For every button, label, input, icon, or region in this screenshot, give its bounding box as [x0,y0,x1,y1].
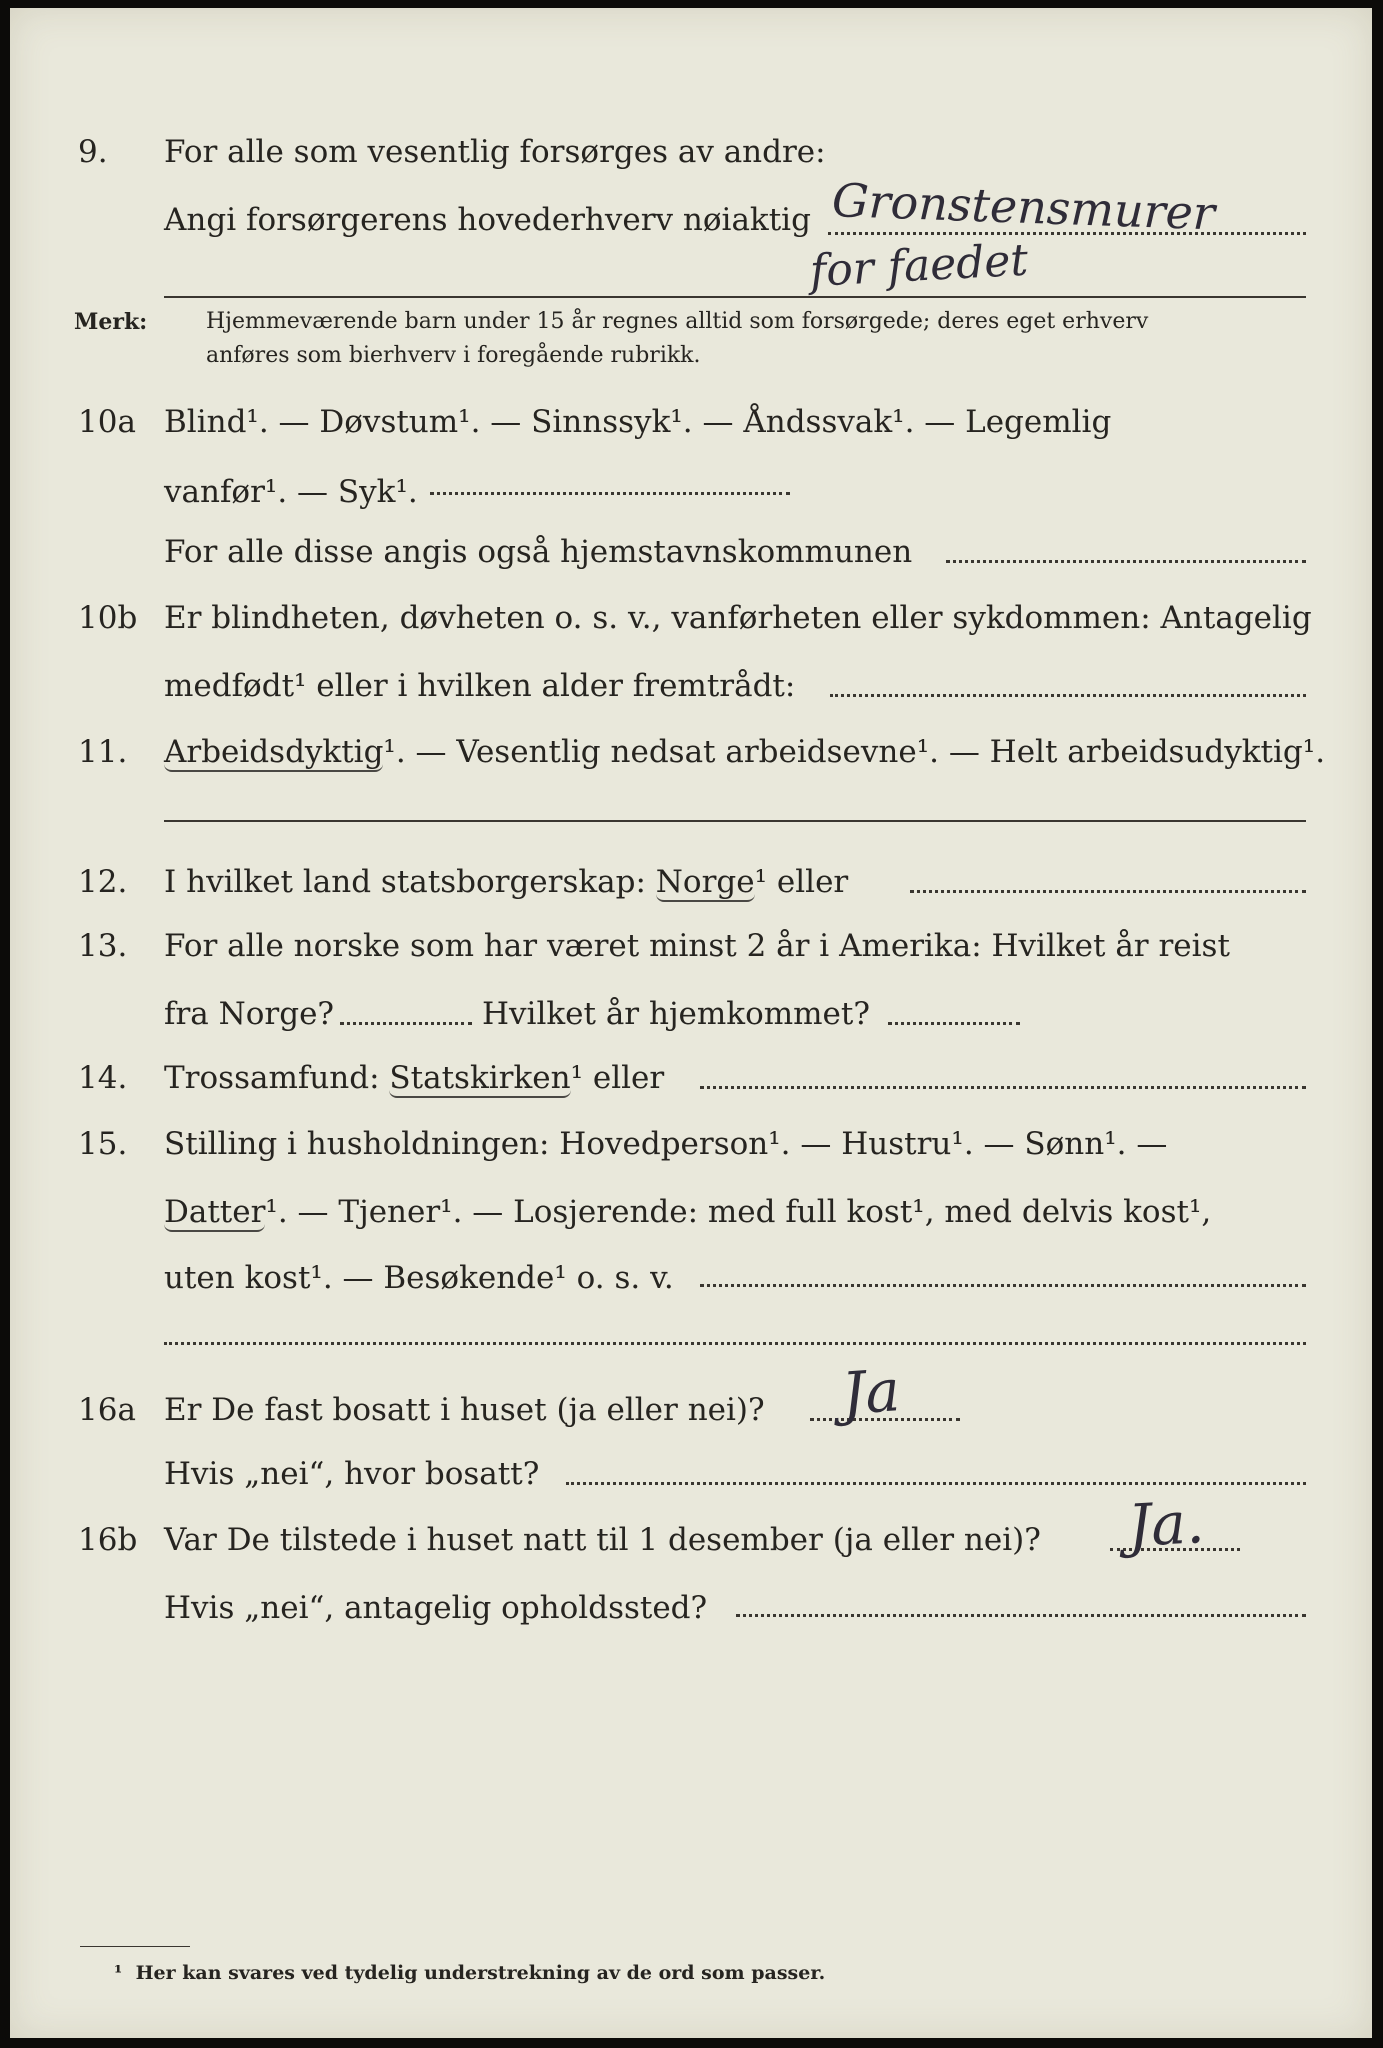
q12-pre: I hvilket land statsborgerskap: [164,864,646,900]
q12-post: ¹ eller [754,864,849,900]
q15-line3: uten kost¹. — Besøkende¹ o. s. v. [164,1260,674,1296]
q16a-answer-line2 [566,1482,1306,1485]
q15-number: 15. [78,1126,128,1162]
q12-option-norge: Norge [655,864,755,900]
q14-post: ¹ eller [570,1060,665,1096]
q10a-line2: vanfør¹. — Syk¹. [164,474,418,510]
q16b-line1: Var De tilstede i huset natt til 1 desember (ja eller nei)? [164,1522,1041,1558]
q14-number: 14. [78,1060,128,1096]
q12-line [164,862,848,902]
q16b-answer-line2 [736,1614,1306,1617]
merk-line2: anføres som bierhverv i foregående rubrikk. [206,343,701,368]
q16b-number: 16b [78,1522,138,1558]
q9-line2 [164,200,811,240]
q10a-line1: Blind¹. — Døvstum¹. — Sinnssyk¹. — Åndssvak¹. — Legemlig [164,404,1112,440]
q15-option-datter: Datter [164,1194,266,1230]
q13-answer-line1 [340,1022,472,1025]
q11-answer-line [164,820,1306,822]
q9-line1: For alle som vesentlig forsørges av andre: [164,134,826,170]
q16a-handwritten-answer: Ja [839,1356,903,1428]
q10b-line2: medfødt¹ eller i hvilken alder fremtrådt: [164,668,796,704]
q9-handwritten-note: for faedet [808,234,1030,297]
q16a-number: 16a [78,1392,136,1428]
q11-number: 11. [78,734,128,770]
census-form-page [10,8,1372,2038]
q16a-line1: Er De fast bosatt i huset (ja eller nei)? [164,1392,765,1428]
q11-option-arbeidsdyktig: Arbeidsdyktig [164,734,384,770]
q10a-answer-line1 [430,492,790,495]
q12-answer-line [910,890,1306,893]
q14-option-statskirken: Statskirken [389,1060,571,1096]
q11-rest: ¹. — Vesentlig nedsat arbeidsevne¹. — Helt arbeidsudyktig¹. [383,734,1326,770]
q10a-line3: For alle disse angis også hjemstavnskommunen [164,534,913,570]
q10b-line1: Er blindheten, døvheten o. s. v., vanførheten eller sykdommen: Antagelig [164,600,1312,636]
q13-line1: For alle norske som har været minst 2 år i Amerika: Hvilket år reist [164,928,1230,964]
q10a-answer-line2 [946,560,1306,563]
q15-line2 [164,1192,1211,1232]
q13-answer-line2 [888,1022,1020,1025]
q11-line [164,732,1325,772]
q9-answer-line2 [164,296,1306,298]
q13-line2b: Hvilket år hjemkommet? [482,996,870,1032]
q15-line1: Stilling i husholdningen: Hovedperson¹. — Hustru¹. — Sønn¹. — [164,1126,1168,1162]
footnote-text: Her kan svares ved tydelig understrekning av de ord som passer. [135,1962,826,1984]
footnote-rule [80,1946,190,1947]
q15-line2-rest: ¹. — Tjener¹. — Losjerende: med full kost¹, med delvis kost¹, [265,1194,1212,1230]
q14-pre: Trossamfund: [164,1060,380,1096]
footnote [114,1962,825,1984]
q12-number: 12. [78,864,128,900]
merk-line1: Hjemmeværende barn under 15 år regnes alltid som forsørgede; deres eget erhverv [206,309,1149,334]
q14-answer-line [700,1086,1306,1089]
q16b-handwritten-answer: Ja. [1126,1488,1206,1560]
q10b-answer-line [830,694,1306,697]
q13-line2a: fra Norge? [164,996,335,1032]
q16b-line2: Hvis „nei“, antagelig opholdssted? [164,1590,708,1626]
q15-answer-line2 [164,1342,1306,1345]
footnote-mark: ¹ [114,1962,123,1984]
q10a-number: 10a [78,404,136,440]
q9-handwritten-occupation: Gronstensmurer [831,173,1216,241]
q9-number: 9. [78,134,108,170]
q10b-number: 10b [78,600,138,636]
merk-label: Merk: [74,309,148,335]
q9-line2-text: Angi forsørgerens hovederhverv nøiaktig [164,202,811,238]
q13-number: 13. [78,928,128,964]
q14-line [164,1058,664,1098]
q16a-line2: Hvis „nei“, hvor bosatt? [164,1456,540,1492]
q15-answer-line1 [700,1284,1306,1287]
